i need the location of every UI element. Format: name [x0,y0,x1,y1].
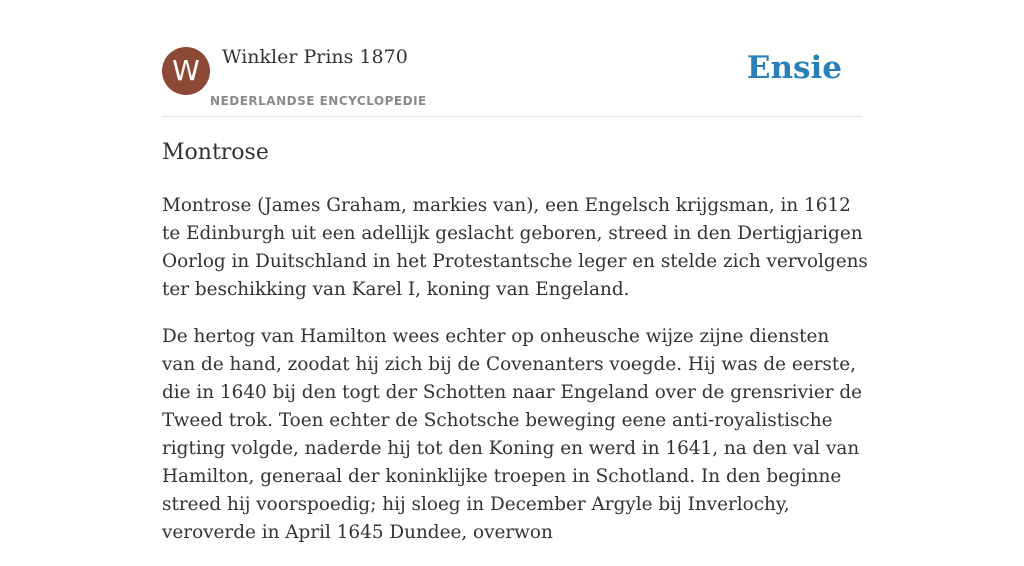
source-subtitle: NEDERLANDSE ENCYCLOPEDIE [210,94,427,108]
header [162,40,862,117]
source-avatar[interactable]: W [162,47,210,95]
brand-logo-link[interactable]: Ensie [746,50,842,86]
article-title: Montrose [162,140,269,165]
article-body [162,192,868,566]
article-paragraph: Montrose (James Graham, markies van), een Engelsch krijgsman, in 1612 te Edinburgh uit een adellijk geslacht geboren, streed in den Dertigjarigen Oorlog in Duitschland in het Protestantsche leger en stelde zich vervolgens ter beschikking van Karel I, koning van Engeland. [162,195,868,300]
article-paragraph: De hertog van Hamilton wees echter op onheusche wijze zijne diensten van de hand, zoodat hij zich bij de Covenanters voegde. Hij was de eerste, die in 1640 bij den togt der Schotten naar Engeland over de grensrivier de Tweed trok. Toen echter de Schotsche beweging eene anti-royalistische rigting volgde, naderde hij tot den Koning en werd in 1641, na den val van Hamilton, generaal der koninklijke troepen in Schotland. In den beginne streed hij voorspoedig; hij sloeg in December Argyle bij Inverlochy, veroverde in April 1645 Dundee, overwon [162,326,863,543]
source-title-link[interactable]: Winkler Prins 1870 [222,46,408,68]
